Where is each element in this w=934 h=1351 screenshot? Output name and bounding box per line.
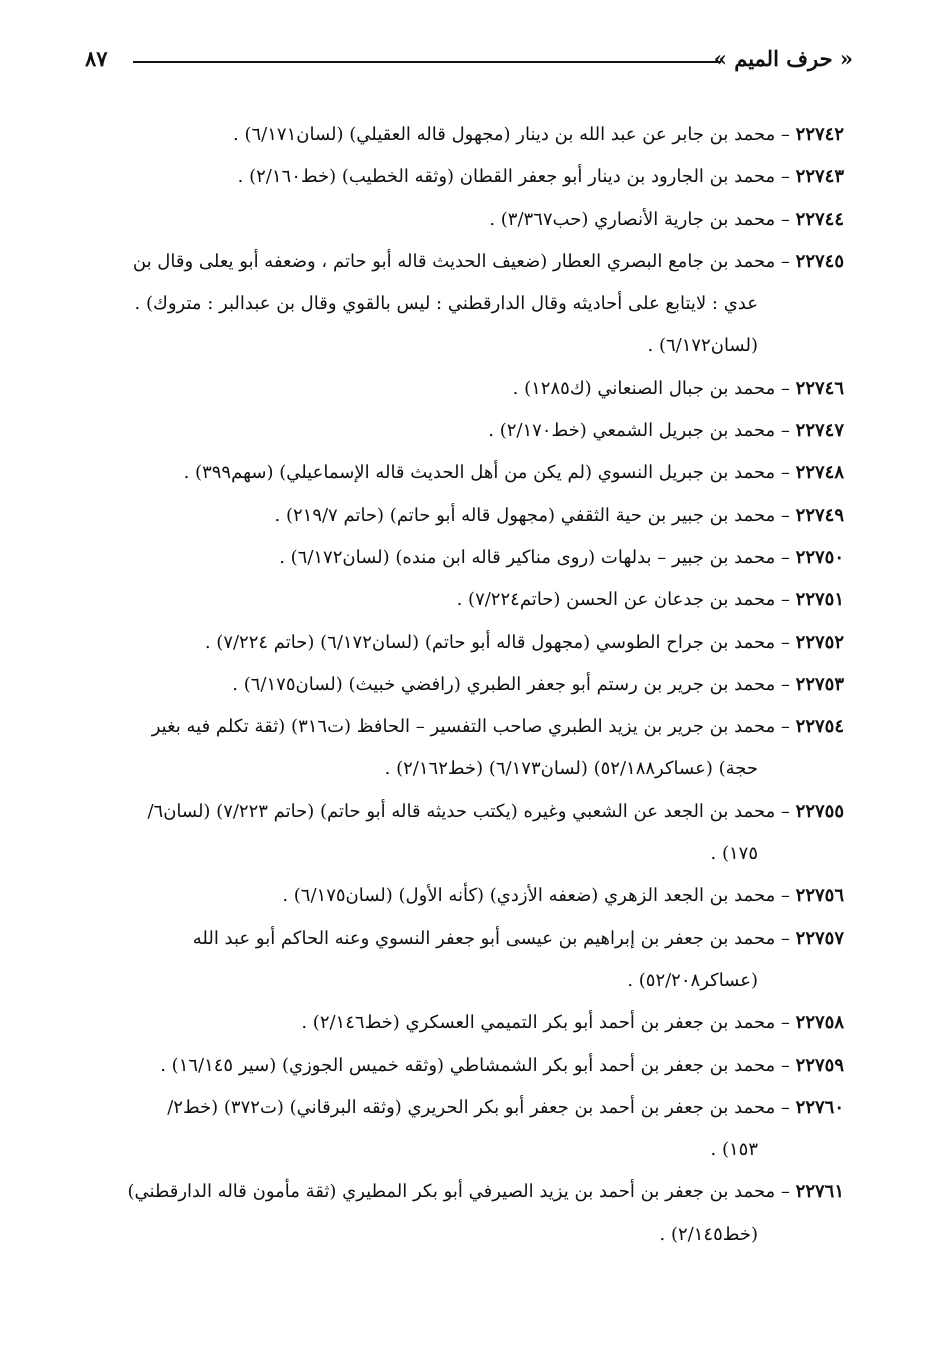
entry-text: – محمد بن جعفر بن إبراهيم بن عيسى أبو جعفر النسوي وعنه الحاكم أبو عبد الله	[192, 927, 796, 949]
entry-number: ٢٢٧٤٩	[795, 504, 844, 526]
entry-first-line	[74, 156, 844, 198]
page-number: ٨٧	[85, 46, 108, 71]
entry-continuation-line: ١٧٥) .	[710, 843, 758, 865]
entry-number: ٢٢٧٥٢	[795, 631, 844, 653]
entry	[74, 791, 844, 876]
entry	[74, 537, 844, 579]
entry-first-line	[74, 452, 844, 494]
entry	[74, 156, 844, 198]
entry-number: ٢٢٧٤٣	[795, 166, 844, 188]
entry-text: – محمد بن جارية الأنصاري (حب٣/٣٦٧) .	[489, 208, 796, 230]
entry-number: ٢٢٧٥١	[795, 589, 844, 611]
entry-number: ٢٢٧٤٨	[795, 462, 844, 484]
entry-text: – محمد بن جعفر بن أحمد أبو بكر الشمشاطي (وثقه خميس الجوزي) (سير ١٦/١٤٥) .	[160, 1054, 796, 1076]
entry-text: – محمد بن الجعد الزهري (ضعفه الأزدي) (كأنه الأول) (لسان٦/١٧٥) .	[282, 885, 796, 907]
entry	[74, 410, 844, 452]
entry-text: – محمد بن جبريل النسوي (لم يكن من أهل الحديث قاله الإسماعيلي) (سهم٣٩٩) .	[183, 462, 796, 484]
entry-number: ٢٢٧٦٠	[795, 1096, 844, 1118]
entry	[74, 452, 844, 494]
entry-first-line	[74, 114, 844, 156]
entry-continuation-line: (عساكر٥٢/٢٠٨) .	[627, 969, 758, 991]
entry-number: ٢٢٧٤٧	[795, 420, 844, 442]
entry-text: – محمد بن جعفر بن أحمد أبو بكر التميمي العسكري (خط٢/١٤٦) .	[301, 1012, 796, 1034]
entry	[74, 579, 844, 621]
entry-number: ٢٢٧٥٦	[795, 885, 844, 907]
entry-number: ٢٢٧٥٧	[795, 927, 844, 949]
entry-first-line	[74, 791, 844, 833]
entry	[74, 1002, 844, 1044]
entry	[74, 1045, 844, 1087]
entry	[74, 114, 844, 156]
entry-number: ٢٢٧٤٦	[795, 377, 844, 399]
entry-text: – محمد بن الجارود بن دينار أبو جعفر القطان (وثقه الخطيب) (خط٢/١٦٠) .	[237, 166, 796, 188]
entry-text: – محمد بن جبير بن حية الثقفي (مجهول قاله أبو حاتم) (حاتم ٢١٩/٧) .	[274, 504, 796, 526]
entry	[74, 918, 844, 1003]
entry-number: ٢٢٧٥٠	[795, 546, 844, 568]
entry-first-line	[74, 579, 844, 621]
entry	[74, 1087, 844, 1172]
entry-first-line	[74, 199, 844, 241]
entry-number: ٢٢٧٥٨	[795, 1012, 844, 1034]
entry-text: – محمد بن جبال الصنعاني (ك١٢٨٥) .	[512, 377, 796, 399]
entry-first-line	[74, 1087, 844, 1129]
entry-first-line	[74, 537, 844, 579]
entry-first-line	[74, 1171, 844, 1213]
entries-list	[74, 114, 844, 1256]
entry-number: ٢٢٧٥٤	[795, 716, 844, 738]
entry	[74, 706, 844, 791]
entry-first-line	[74, 875, 844, 917]
page-header	[85, 40, 853, 80]
entry-continuation-line: ١٥٣) .	[710, 1139, 758, 1161]
entry-continuation-line: (لسان٦/١٧٢) .	[647, 335, 758, 357]
entry	[74, 368, 844, 410]
entry-number: ٢٢٧٦١	[795, 1181, 844, 1203]
entry-number: ٢٢٧٤٢	[795, 124, 844, 145]
entry	[74, 1171, 844, 1256]
entry-first-line	[74, 495, 844, 537]
entry-text: – محمد بن جرير بن رستم أبو جعفر الطبري (رافضي خبيث) (لسان٦/١٧٥) .	[232, 673, 796, 695]
entry-continuation-line: (خط٢/١٤٥) .	[659, 1223, 758, 1245]
entry-first-line	[74, 918, 844, 960]
entry	[74, 875, 844, 917]
entry-first-line	[74, 368, 844, 410]
header-rule	[133, 61, 721, 63]
running-head: « حرف الميم »	[713, 46, 853, 71]
entry-number: ٢٢٧٥٩	[795, 1054, 844, 1076]
entry-first-line	[74, 241, 844, 283]
entry-text: – محمد بن جامع البصري العطار (ضعيف الحديث قاله أبو حاتم ، وضعفه أبو يعلى وقال بن	[132, 250, 796, 272]
entry-number: ٢٢٧٥٥	[795, 800, 844, 822]
entry-text: – محمد بن جبريل الشمعي (خط٢/١٧٠) .	[488, 420, 796, 442]
entry-text: – محمد بن جرير بن يزيد الطبري صاحب التفسير – الحافظ (ت٣١٦) (ثقة تكلم فيه بغير	[151, 716, 796, 738]
entry-first-line	[74, 622, 844, 664]
entry	[74, 495, 844, 537]
entry-text: – محمد بن جعفر بن أحمد بن جعفر أبو بكر الحريري (وثقه البرقاني) (ت٣٧٢) (خط٢/	[167, 1096, 796, 1118]
entry-text: – محمد بن جابر عن عبد الله بن دينار (مجهول قاله العقيلي) (لسان٦/١٧١) .	[233, 124, 796, 145]
entry-text: – محمد بن جدعان عن الحسن (حاتم٧/٢٢٤) .	[456, 589, 796, 611]
entry-continuation-line: عدي : لايتابع على أحاديثه وقال الدارقطني : ليس بالقوي وقال بن عبدالبر : متروك) .	[134, 293, 758, 315]
entry-text: – محمد بن جبير – بدلهات (روى مناكير قاله ابن منده) (لسان٦/١٧٢) .	[279, 546, 796, 568]
entry-first-line	[74, 410, 844, 452]
entry	[74, 241, 844, 368]
entry-first-line	[74, 1002, 844, 1044]
entry-number: ٢٢٧٥٣	[795, 673, 844, 695]
entry-number: ٢٢٧٤٥	[795, 250, 844, 272]
entry	[74, 199, 844, 241]
entry	[74, 622, 844, 664]
entry-first-line	[74, 706, 844, 748]
entry-text: – محمد بن جراح الطوسي (مجهول قاله أبو حاتم) (لسان٦/١٧٢) (حاتم ٧/٢٢٤) .	[204, 631, 796, 653]
entry-text: – محمد بن جعفر بن أحمد بن يزيد الصيرفي أبو بكر المطيري (ثقة مأمون قاله الدارقطني)	[127, 1181, 796, 1203]
entry-first-line	[74, 1045, 844, 1087]
entry-first-line	[74, 664, 844, 706]
entry-continuation-line: حجة) (عساكر٥٢/١٨٨) (لسان٦/١٧٣) (خط٢/١٦٢) .	[384, 758, 758, 780]
entry-text: – محمد بن الجعد عن الشعبي وغيره (يكتب حديثه قاله أبو حاتم) (حاتم ٧/٢٢٣) (لسان٦/	[147, 800, 796, 822]
entry-number: ٢٢٧٤٤	[795, 208, 844, 230]
entry	[74, 664, 844, 706]
